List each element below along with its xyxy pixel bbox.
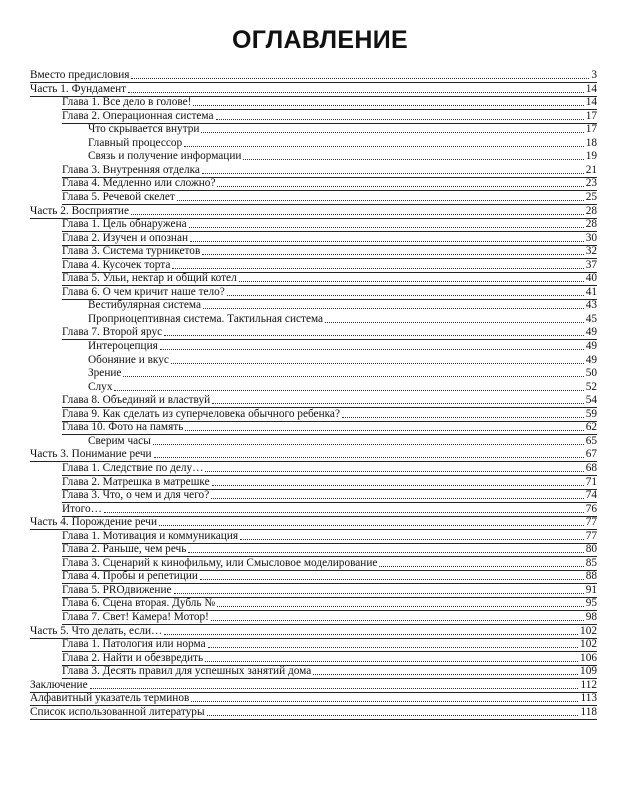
toc-entry-title: Итого… bbox=[62, 502, 102, 515]
toc-leader-dots bbox=[217, 186, 583, 187]
toc-entry-title: Глава 1. Патология или норма bbox=[62, 638, 206, 651]
toc-entry-title: Глава 2. Раньше, чем речь bbox=[62, 543, 187, 556]
toc-entry-title: Глава 4. Кусочек торта bbox=[62, 258, 171, 271]
toc-leader-dots bbox=[227, 295, 584, 296]
toc-leader-dots bbox=[379, 566, 583, 567]
toc-entry bbox=[30, 705, 597, 720]
toc-entry-page: 18 bbox=[585, 136, 597, 149]
toc-leader-dots bbox=[202, 254, 583, 255]
toc-leader-dots bbox=[160, 349, 584, 350]
toc-entry-title: Глава 3. Что, о чем и для чего? bbox=[62, 489, 210, 502]
toc-entry-title: Интероцепция bbox=[88, 340, 158, 352]
toc-entry-title: Глава 7. Второй ярус bbox=[62, 326, 163, 339]
toc-entry-title: Глава 9. Как сделать из суперчеловека обычного ребенка? bbox=[62, 407, 340, 420]
toc-leader-dots bbox=[208, 647, 578, 648]
toc-entry-title: Глава 5. Речевой скелет bbox=[62, 190, 175, 203]
toc-entry-page: 17 bbox=[585, 123, 597, 136]
toc-leader-dots bbox=[212, 485, 584, 486]
toc-entry bbox=[88, 353, 597, 367]
toc-entry-page: 28 bbox=[585, 218, 597, 231]
toc-entry-title: Глава 1. Цель обнаружена bbox=[62, 218, 187, 231]
toc-entry-page: 112 bbox=[580, 678, 597, 691]
toc-leader-dots bbox=[188, 552, 583, 553]
toc-entry-page: 21 bbox=[585, 163, 597, 176]
toc-entry-title: Алфавитный указатель терминов bbox=[30, 692, 190, 705]
toc-entry-title: Вестибулярная система bbox=[88, 299, 201, 312]
toc-entry-page: 25 bbox=[585, 190, 597, 203]
toc-leader-dots bbox=[203, 308, 584, 309]
toc-leader-dots bbox=[216, 119, 584, 120]
toc-entry-title: Часть 2. Восприятие bbox=[30, 204, 129, 217]
toc-entry-page: 41 bbox=[585, 285, 597, 298]
toc-entry bbox=[88, 298, 597, 312]
toc-entry-page: 45 bbox=[585, 312, 597, 325]
toc-entry-page: 95 bbox=[585, 597, 597, 610]
toc-leader-dots bbox=[114, 390, 583, 391]
toc-entry-title: Глава 2. Найти и обезвредить bbox=[62, 651, 204, 664]
toc-entry bbox=[88, 366, 597, 380]
toc-entry-title: Часть 3. Понимание речи bbox=[30, 448, 152, 461]
toc-leader-dots bbox=[174, 593, 584, 594]
toc-entry-page: 49 bbox=[585, 326, 597, 339]
toc-leader-dots bbox=[201, 132, 583, 133]
toc-leader-dots bbox=[172, 268, 583, 269]
toc-leader-dots bbox=[217, 606, 584, 607]
toc-leader-dots bbox=[240, 539, 584, 540]
toc-entry-page: 30 bbox=[585, 231, 597, 244]
toc-entry-page: 65 bbox=[585, 434, 597, 447]
toc-entry-title: Глава 10. Фото на память bbox=[62, 421, 184, 434]
toc-entry-page: 17 bbox=[585, 109, 597, 122]
toc-leader-dots bbox=[90, 688, 579, 689]
toc-entry-page: 74 bbox=[585, 489, 597, 502]
toc-entry-title: Глава 6. Сцена вторая. Дубль № bbox=[62, 597, 216, 610]
toc-leader-dots bbox=[123, 376, 583, 377]
toc-entry bbox=[88, 122, 597, 136]
toc-entry-page: 28 bbox=[585, 204, 597, 217]
toc-entry-title: Глава 2. Операционная система bbox=[62, 109, 214, 122]
toc-entry-title: Глава 2. Изучен и опознан bbox=[62, 231, 189, 244]
toc-entry-page: 67 bbox=[585, 448, 597, 461]
toc-entry-title: Список использованной литературы bbox=[30, 705, 205, 718]
toc-leader-dots bbox=[153, 444, 584, 445]
toc-entry-page: 80 bbox=[585, 543, 597, 556]
toc-entry-title: Что скрывается внутри bbox=[88, 123, 200, 136]
toc-leader-dots bbox=[200, 579, 584, 580]
toc-entry-title: Часть 5. Что делать, если… bbox=[30, 624, 163, 637]
toc-leader-dots bbox=[171, 363, 584, 364]
toc-entry-page: 40 bbox=[585, 272, 597, 285]
toc-leader-dots bbox=[104, 512, 584, 513]
toc-entry-page: 91 bbox=[585, 583, 597, 596]
toc-entry-page: 71 bbox=[585, 475, 597, 488]
toc-leader-dots bbox=[325, 322, 584, 323]
toc-entry-title: Глава 7. Свет! Камера! Мотор! bbox=[62, 611, 209, 623]
toc-entry-page: 32 bbox=[585, 245, 597, 258]
toc-entry-page: 102 bbox=[580, 638, 597, 651]
toc-leader-dots bbox=[239, 281, 584, 282]
toc-entry-page: 3 bbox=[591, 69, 597, 81]
toc-entry-title: Глава 1. Следствие по делу… bbox=[62, 461, 204, 474]
toc-leader-dots bbox=[205, 471, 583, 472]
toc-leader-dots bbox=[342, 417, 584, 418]
toc-entry-title: Глава 3. Десять правил для успешных занятий дома bbox=[62, 665, 312, 678]
toc-entry-title: Глава 6. О чем кричит наше тело? bbox=[62, 285, 225, 298]
toc-entry-title: Глава 4. Пробы и репетиции bbox=[62, 570, 198, 583]
toc-entry-title: Глава 3. Сценарий к кинофильму, или Смысловое моделирование bbox=[62, 556, 378, 569]
toc-leader-dots bbox=[205, 661, 578, 662]
toc-entry bbox=[88, 149, 597, 163]
toc-entry-title: Глава 1. Все дело в голове! bbox=[62, 96, 192, 109]
toc-entry-title: Главный процессор bbox=[88, 136, 183, 149]
toc-entry-title: Обоняние и вкус bbox=[88, 353, 169, 366]
toc-leader-dots bbox=[189, 227, 584, 228]
toc-leader-dots bbox=[184, 146, 584, 147]
toc-entry-title: Глава 5. PROдвижение bbox=[62, 583, 172, 596]
toc-entry-page: 49 bbox=[585, 340, 597, 352]
toc-entry-title: Глава 2. Матрешка в матрешке bbox=[62, 475, 210, 488]
toc-entry-page: 37 bbox=[585, 258, 597, 271]
toc-entry-title: Глава 3. Внутренняя отделка bbox=[62, 163, 200, 176]
toc-entry bbox=[88, 136, 597, 150]
toc-entry-title: Проприоцептивная система. Тактильная система bbox=[88, 312, 324, 325]
toc-entry-page: 98 bbox=[585, 611, 597, 623]
toc-leader-dots bbox=[131, 214, 584, 215]
toc-leader-dots bbox=[154, 457, 584, 458]
toc-leader-dots bbox=[177, 200, 584, 201]
toc-entry-page: 106 bbox=[580, 651, 597, 664]
toc-leader-dots bbox=[164, 335, 584, 336]
toc-leader-dots bbox=[207, 715, 579, 716]
toc-entry-page: 113 bbox=[580, 692, 597, 705]
toc-entry-page: 19 bbox=[585, 150, 597, 163]
toc-entry bbox=[88, 339, 597, 353]
toc-entry-page: 77 bbox=[585, 516, 597, 529]
toc-leader-dots bbox=[211, 498, 583, 499]
toc-leader-dots bbox=[190, 241, 584, 242]
toc-leader-dots bbox=[191, 701, 578, 702]
toc-entry-title: Глава 5. Ульи, нектар и общий котел bbox=[62, 272, 237, 285]
toc-leader-dots bbox=[313, 674, 578, 675]
toc-leader-dots bbox=[202, 173, 584, 174]
toc-leader-dots bbox=[159, 525, 584, 526]
toc-entry-page: 68 bbox=[585, 461, 597, 474]
toc-entry bbox=[88, 312, 597, 326]
toc-leader-dots bbox=[131, 78, 589, 79]
toc-entry-page: 50 bbox=[585, 367, 597, 380]
toc-entry-title: Слух bbox=[88, 380, 113, 393]
toc-entry-page: 85 bbox=[585, 556, 597, 569]
toc-entry-title: Часть 4. Порождение речи bbox=[30, 516, 158, 529]
toc-entry-page: 23 bbox=[585, 177, 597, 190]
toc-entry-page: 59 bbox=[585, 407, 597, 420]
toc-entry-page: 54 bbox=[585, 394, 597, 407]
toc-entry bbox=[88, 380, 597, 394]
toc-entry-page: 62 bbox=[585, 421, 597, 434]
toc-entry-title: Заключение bbox=[30, 678, 88, 691]
toc-entry-page: 102 bbox=[580, 624, 597, 637]
toc-entry-title: Глава 3. Система турникетов bbox=[62, 245, 201, 258]
toc-entry-title: Глава 4. Медленно или сложно? bbox=[62, 177, 216, 190]
page-title: ОГЛАВЛЕНИЕ bbox=[232, 26, 408, 54]
toc-entry-page: 14 bbox=[585, 96, 597, 109]
toc-entry-page: 118 bbox=[580, 705, 597, 718]
toc-entry-page: 109 bbox=[580, 665, 597, 678]
toc-entry-title: Связь и получение информации bbox=[88, 150, 242, 163]
toc-leader-dots bbox=[212, 403, 584, 404]
toc-entry-title: Часть 1. Фундамент bbox=[30, 82, 127, 95]
toc-entry-page: 88 bbox=[585, 570, 597, 583]
toc-leader-dots bbox=[211, 620, 584, 621]
toc-leader-dots bbox=[243, 159, 583, 160]
toc-entry-page: 49 bbox=[585, 353, 597, 366]
toc-entry-page: 43 bbox=[585, 299, 597, 312]
toc-entry-page: 52 bbox=[585, 380, 597, 393]
toc-leader-dots bbox=[128, 92, 584, 93]
toc-leader-dots bbox=[164, 634, 578, 635]
toc-entry-title: Сверим часы bbox=[88, 434, 151, 447]
toc-leader-dots bbox=[193, 105, 583, 106]
toc-entry-page: 14 bbox=[585, 82, 597, 95]
toc-entry-page: 77 bbox=[585, 529, 597, 542]
toc-leader-dots bbox=[185, 430, 583, 431]
toc-entry-title: Зрение bbox=[88, 367, 122, 380]
toc-entry-title: Вместо предисловия bbox=[30, 69, 130, 81]
toc-entry-title: Глава 1. Мотивация и коммуникация bbox=[62, 529, 239, 542]
toc-entry-page: 76 bbox=[585, 502, 597, 515]
toc-entry bbox=[88, 434, 597, 448]
toc-entry-title: Глава 8. Объединяй и властвуй bbox=[62, 394, 211, 407]
